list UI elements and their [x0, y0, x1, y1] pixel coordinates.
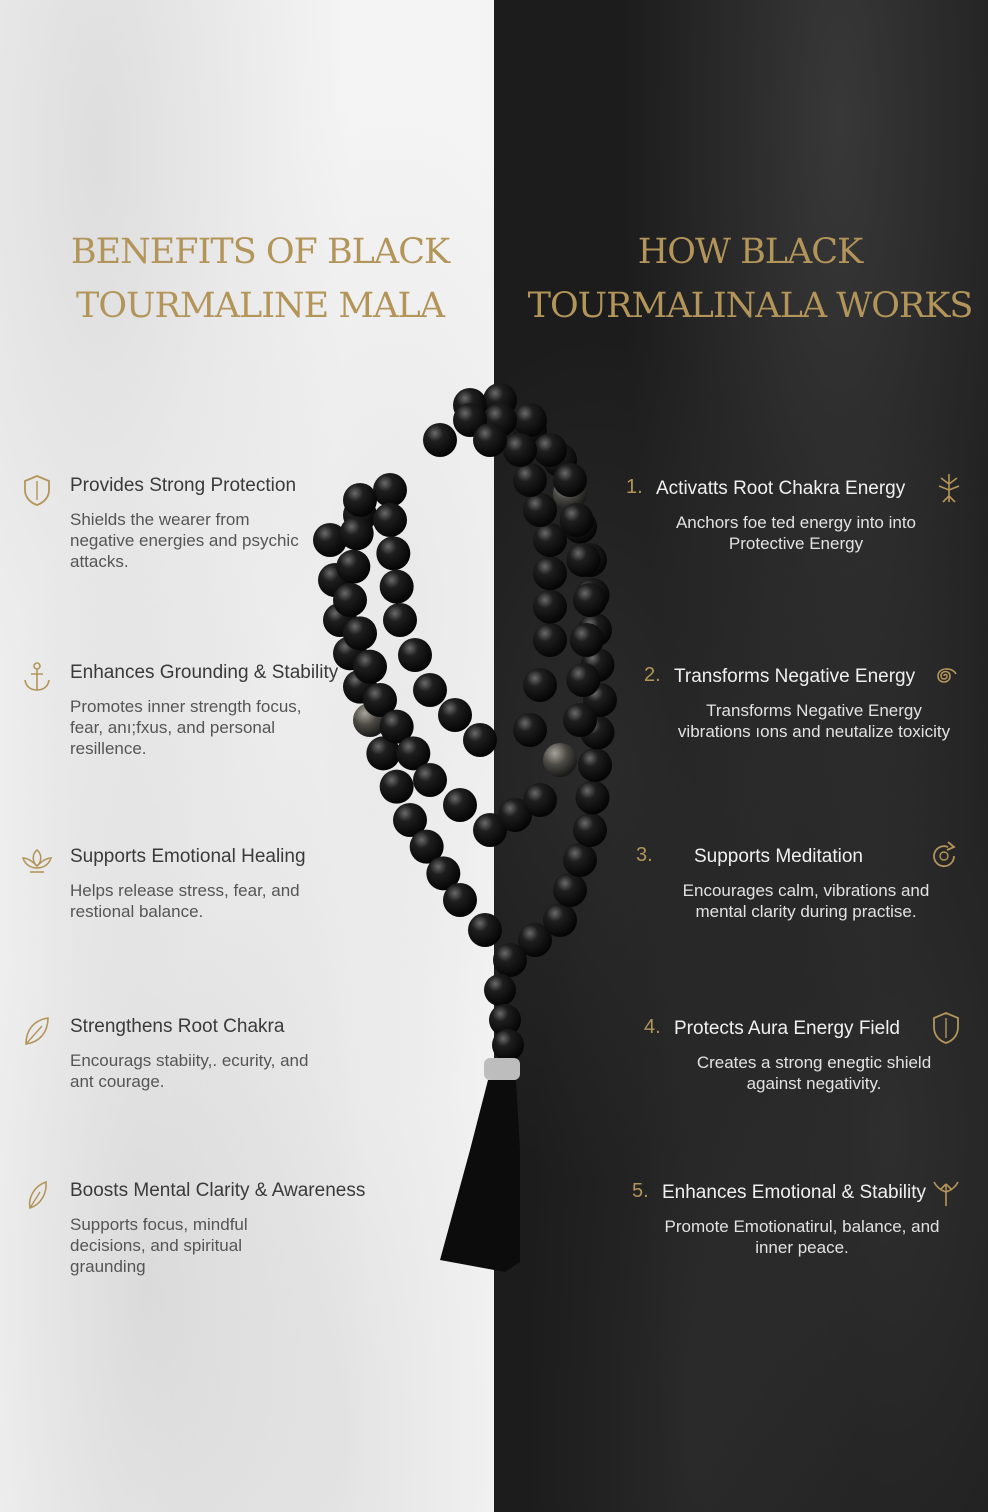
bead	[576, 781, 610, 815]
bead	[343, 483, 377, 517]
step-title: Supports Meditation	[694, 846, 863, 867]
benefit-desc: Supports focus, mindful decisions, and spiritual graunding	[70, 1215, 248, 1276]
bead	[333, 583, 367, 617]
benefit-desc: Shields the wearer from negative energies and psychic attacks.	[70, 510, 299, 571]
bead	[553, 873, 587, 907]
bead	[468, 913, 502, 947]
step-number: 4.	[644, 1016, 661, 1038]
step-number: 2.	[644, 664, 661, 686]
bead	[543, 743, 577, 777]
bead	[343, 616, 377, 650]
step-desc: Encourages calm, vibrations and mental clarity during practise.	[682, 881, 930, 921]
bead	[336, 550, 370, 584]
bead	[573, 813, 607, 847]
bead	[353, 650, 387, 684]
bead	[373, 473, 407, 507]
benefits-title-line-2: TOURMALINE MALA	[75, 286, 444, 326]
benefit-desc: Encourags stabiity,. ecurity, and ant courage.	[70, 1051, 309, 1091]
step-title: Protects Aura Energy Field	[674, 1018, 900, 1039]
bead	[463, 723, 497, 757]
bead	[376, 536, 410, 570]
bead	[473, 423, 507, 457]
bead	[380, 770, 414, 804]
tassel-cap	[484, 1058, 520, 1080]
bead	[513, 403, 547, 437]
bead	[566, 543, 600, 577]
step-desc: Transforms Negative Energy vibrations ıons and neutalize toxicity	[677, 701, 951, 741]
bead	[340, 516, 374, 550]
benefit-title: Strengthens Root Chakra	[70, 1016, 285, 1037]
bead	[503, 433, 537, 467]
bead	[513, 463, 547, 497]
feather-icon	[20, 1178, 54, 1212]
refresh-icon	[926, 838, 962, 874]
step-number: 3.	[636, 844, 653, 866]
bead	[533, 556, 567, 590]
anchor-icon	[20, 660, 54, 694]
step-desc: Promote Emotionatirul, balance, and inner peace.	[664, 1217, 940, 1257]
tassel	[440, 1080, 520, 1272]
bead	[566, 663, 600, 697]
bead	[523, 668, 557, 702]
how-title-line-2: TOURMALINALA WORKS	[527, 286, 973, 326]
bead	[543, 903, 577, 937]
sprout-icon	[928, 1174, 964, 1210]
benefit-title: Boosts Mental Clarity & Awareness	[70, 1180, 366, 1201]
bead	[513, 713, 547, 747]
benefit-title: Enhances Grounding & Stability	[70, 662, 339, 683]
spiral-icon	[926, 658, 962, 694]
bead	[533, 433, 567, 467]
shield-icon	[928, 1010, 964, 1046]
bead	[443, 883, 477, 917]
benefit-title: Supports Emotional Healing	[70, 846, 306, 867]
bead	[423, 423, 457, 457]
bead	[484, 974, 516, 1006]
roots-icon	[931, 470, 967, 506]
bead	[413, 673, 447, 707]
step-number: 1.	[626, 476, 643, 498]
bead	[533, 623, 567, 657]
leaf-icon	[20, 1014, 54, 1048]
step-number: 5.	[632, 1180, 649, 1202]
step-title: Transforms Negative Energy	[674, 666, 916, 687]
bead	[413, 763, 447, 797]
benefits-title-line-1: BENEFITS OF BLACK	[70, 232, 450, 272]
bead	[373, 503, 407, 537]
bead	[398, 638, 432, 672]
bead	[380, 570, 414, 604]
bead	[553, 463, 587, 497]
benefit-title: Provides Strong Protection	[70, 475, 297, 496]
bead	[523, 493, 557, 527]
bead	[563, 843, 597, 877]
bead	[563, 703, 597, 737]
bead	[533, 590, 567, 624]
step-desc: Creates a strong enegtic shield against negativity.	[696, 1053, 932, 1093]
shield-icon	[20, 473, 54, 507]
bead	[438, 698, 472, 732]
step-title: Activatts Root Chakra Energy	[656, 478, 906, 499]
bead	[533, 523, 567, 557]
benefit-desc: Helps release stress, fear, and restional balance.	[70, 881, 300, 921]
how-title-line-1: HOW BLACK	[637, 232, 863, 272]
bead	[570, 623, 604, 657]
bead	[443, 788, 477, 822]
bead	[523, 783, 557, 817]
bead	[383, 603, 417, 637]
benefit-desc: Promotes inner strength focus, fear, anı;fxus, and personal resillence.	[70, 697, 302, 758]
bead	[578, 748, 612, 782]
bead	[573, 583, 607, 617]
step-desc: Anchors foe ted energy into into Protective Energy	[675, 513, 917, 553]
lotus-icon	[20, 844, 54, 878]
bead	[492, 1029, 524, 1061]
step-title: Enhances Emotional & Stability	[662, 1182, 927, 1203]
